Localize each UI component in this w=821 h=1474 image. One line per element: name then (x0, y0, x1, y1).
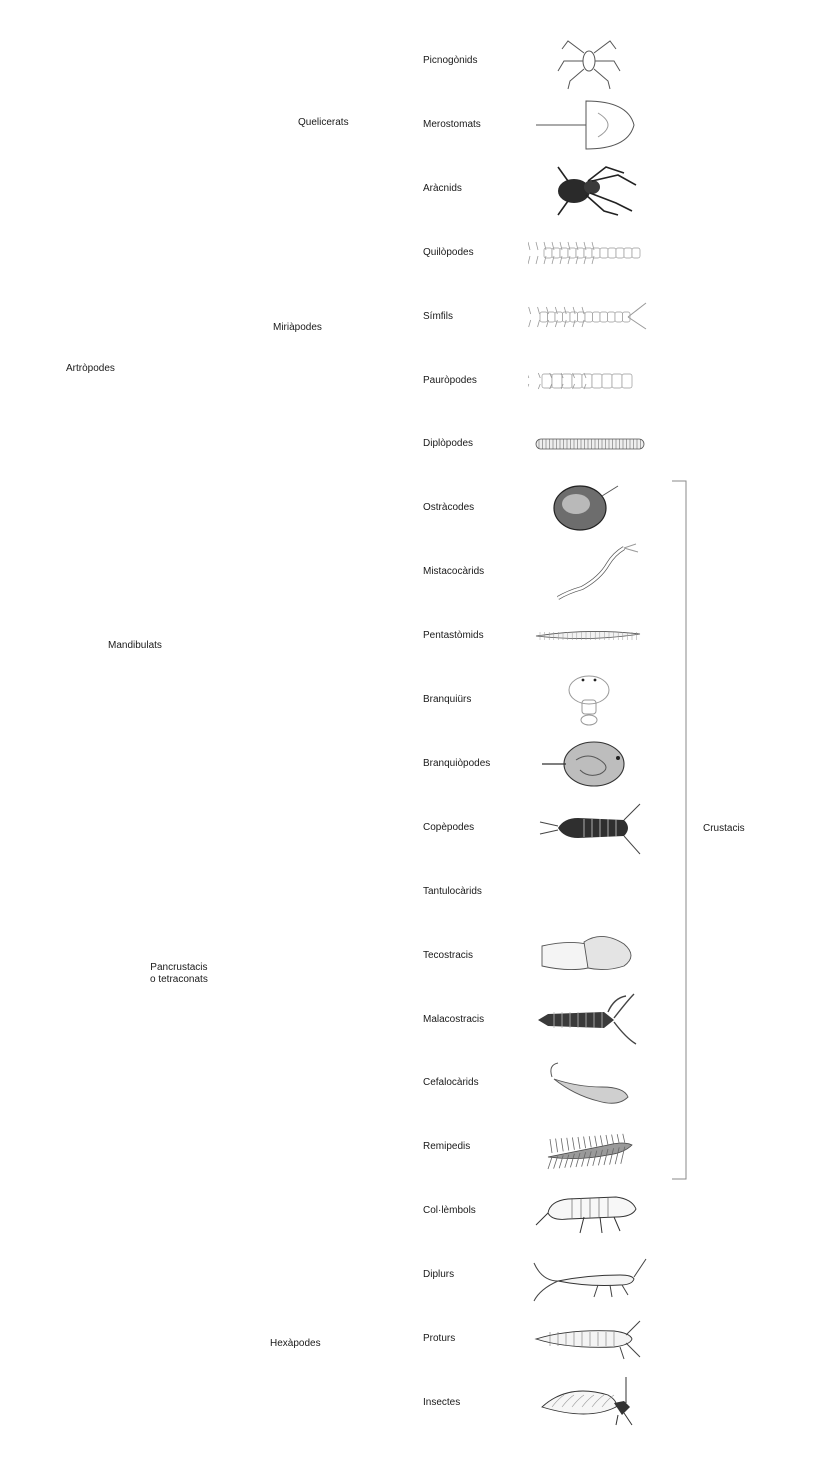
group-label-mandibulats: Mandibulats (108, 640, 162, 651)
group-label-pancrustacis: Pancrustacis o tetraconats (150, 962, 208, 985)
symphylan-icon (528, 287, 650, 347)
copepod-icon (528, 798, 650, 858)
taxon-label: Símfils (423, 311, 453, 322)
group-label-hexapodes: Hexàpodes (270, 1338, 321, 1349)
taxon-label: Diplòpodes (423, 438, 474, 449)
insect-icon (528, 1373, 650, 1433)
taxon-label: Picnogònids (423, 55, 478, 66)
mystacocarid-icon (528, 542, 650, 602)
cephalocarid-icon (528, 1053, 650, 1113)
centipede-icon (528, 223, 650, 283)
taxon-label: Diplurs (423, 1269, 455, 1280)
taxon-label: Insectes (423, 1397, 461, 1408)
taxon-label: Copèpodes (423, 822, 475, 833)
proturan-icon (528, 1309, 650, 1369)
group-label-miriapodes: Miriàpodes (273, 322, 322, 333)
springtail-icon (528, 1181, 650, 1241)
taxon-label: Mistacocàrids (423, 566, 485, 577)
taxon-label: Malacostracis (423, 1014, 485, 1025)
taxon-label: Cefalocàrids (423, 1077, 479, 1088)
branchiopod-icon (528, 734, 650, 794)
taxon-label: Ostràcodes (423, 502, 475, 513)
taxon-label: Aràcnids (423, 183, 462, 194)
shrimp-icon (528, 990, 650, 1050)
taxon-label: Tantulocàrids (423, 886, 482, 897)
pauropod-icon (528, 351, 650, 411)
taxon-label: Remipedis (423, 1141, 471, 1152)
taxon-label: Proturs (423, 1333, 456, 1344)
taxon-label: Branquiürs (423, 694, 472, 705)
spider-icon (528, 159, 650, 219)
group-label-crustacis: Crustacis (703, 823, 745, 834)
sea-spider-icon (528, 31, 650, 91)
remipede-icon (528, 1117, 650, 1177)
taxon-label: Col·lèmbols (423, 1205, 476, 1216)
crustacis-bracket (670, 480, 688, 1180)
group-label-artropodes: Artròpodes (66, 363, 115, 374)
taxon-label: Branquiòpodes (423, 758, 491, 769)
taxon-label: Quilòpodes (423, 247, 474, 258)
taxon-label: Pentastòmids (423, 630, 484, 641)
barnacle-icon (528, 926, 650, 986)
millipede-icon (528, 414, 650, 474)
horseshoe-crab-icon (528, 95, 650, 155)
group-label-quelicerats: Quelicerats (298, 117, 349, 128)
pentastomid-icon (528, 606, 650, 666)
ostracod-icon (528, 478, 650, 538)
taxon-label: Merostomats (423, 119, 481, 130)
taxon-label: Pauròpodes (423, 375, 477, 386)
dipluran-icon (528, 1245, 650, 1305)
branchiuran-icon (528, 670, 650, 730)
taxon-label: Tecostracis (423, 950, 474, 961)
